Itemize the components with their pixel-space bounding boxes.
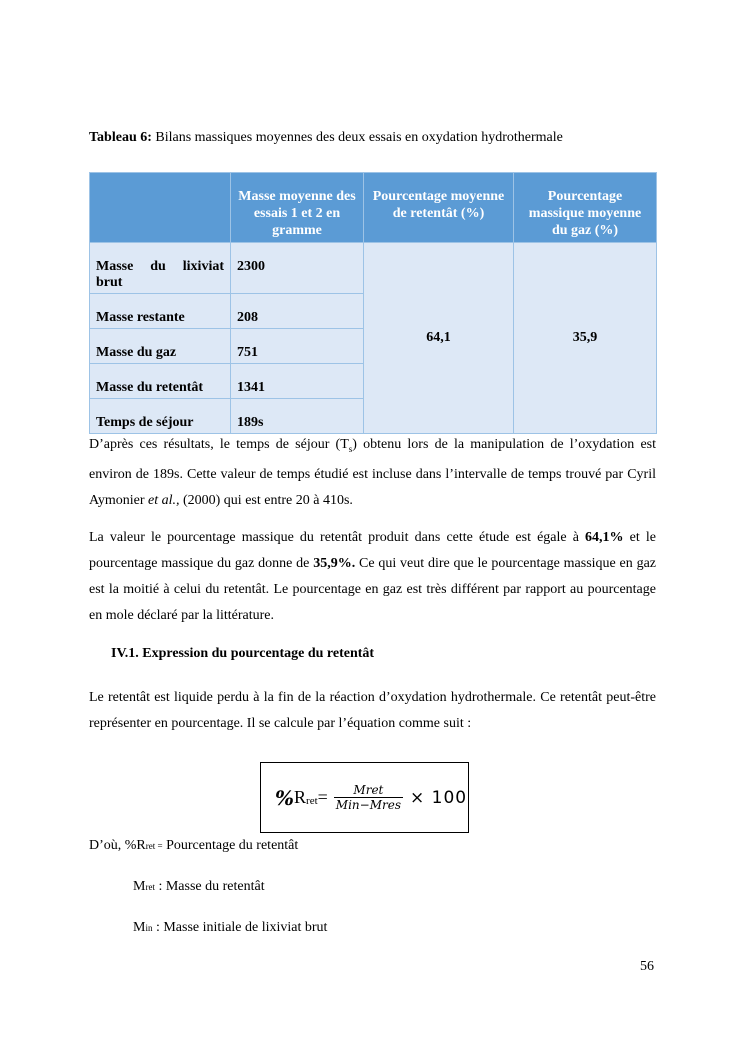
subscript: ret — [145, 882, 155, 892]
text: : Masse initiale de lixiviat brut — [152, 920, 328, 935]
paragraph-residence-time — [89, 432, 656, 514]
symbol: M — [133, 920, 146, 935]
subscript: in — [145, 923, 153, 933]
text: ) obtenu lors de la manipulation de l’oxydation est environ de 189s. Cette valeur de temps étudié est incluse dans l’intervalle de temps trouvé par Cyril Aymonier — [89, 437, 656, 508]
formula-numerator: Mret — [353, 783, 384, 797]
row-label: Masse du lixiviat brut — [90, 243, 231, 294]
formula-times-100: × 100 — [410, 787, 468, 808]
formula-r: R — [294, 787, 307, 807]
row-label: Masse restante — [90, 294, 231, 329]
text: : Masse du retentât — [154, 879, 265, 894]
text: D’où, %R — [89, 838, 146, 853]
table-caption — [89, 130, 689, 146]
formula-percent: % — [275, 785, 295, 810]
row-label: Masse du retentât — [90, 364, 231, 399]
definition-percent-ret — [89, 838, 298, 854]
row-value: 208 — [231, 294, 364, 329]
text: Ce qui veut dire que le pourcentage massique en gaz est la moitié à celui du retentât. Le pourcentage en gaz est très différent par rapport au pourcentage en mole déclaré par la littérature. — [89, 556, 656, 623]
table-header-mass: Masse moyenne des essais 1 et 2 en gramme — [231, 173, 364, 243]
formula-fraction — [334, 783, 403, 812]
retentat-percentage-cell: 64,1 — [364, 243, 514, 434]
table-header-empty — [90, 173, 231, 243]
paragraph-retentat-definition: Le retentât est liquide perdu à la fin de la réaction d’oxydation hydrothermale. Ce retentât peut-être représenter en pourcentage. Il se calcule par l’équation comme suit : — [89, 690, 656, 731]
table-header-gaz-pct: Pourcentage massique moyenne du gaz (%) — [514, 173, 657, 243]
row-value: 189s — [231, 399, 364, 434]
definition-m-in — [133, 920, 327, 936]
formula-r-sub: ret — [306, 794, 318, 807]
formula-denominator: Min−Mres — [335, 798, 401, 812]
row-value: 751 — [231, 329, 364, 364]
row-value: 2300 — [231, 243, 364, 294]
formula-equals: = — [317, 787, 328, 807]
retentat-formula — [275, 783, 467, 812]
caption-label: Tableau 6: — [89, 130, 152, 145]
formula-box — [260, 762, 469, 833]
row-label: Temps de séjour — [90, 399, 231, 434]
caption-text: Bilans massiques moyennes des deux essais en oxydation hydrothermale — [151, 130, 563, 145]
mass-balance-table — [89, 172, 657, 434]
paragraph-percentages — [89, 525, 656, 629]
symbol: M — [133, 879, 146, 894]
bold-value: 64,1% — [585, 530, 624, 545]
bold-value: 35,9%. — [313, 556, 356, 571]
subscript: s — [348, 443, 353, 454]
gaz-percentage-cell: 35,9 — [514, 243, 657, 434]
text: Pourcentage du retentât — [162, 838, 299, 853]
definition-m-ret — [133, 879, 265, 895]
table-row — [90, 243, 657, 294]
table-header-retentat-pct: Pourcentage moyenne de retentât (%) — [364, 173, 514, 243]
subscript: ret = — [145, 841, 163, 851]
table-header-row — [90, 173, 657, 243]
text: D’après ces résultats, le temps de séjour (T — [89, 437, 349, 452]
page-number: 56 — [640, 959, 654, 974]
text: et le pourcentage massique du gaz donne de — [89, 530, 656, 571]
row-label: Masse du gaz — [90, 329, 231, 364]
citation-etal: et al., — [147, 492, 180, 508]
section-heading: IV.1. Expression du pourcentage du retentât — [111, 646, 375, 661]
text: La valeur le pourcentage massique du retentât produit dans cette étude est égale à — [89, 530, 586, 545]
row-value: 1341 — [231, 364, 364, 399]
text: (2000) qui est entre 20 à 410s. — [179, 492, 353, 508]
